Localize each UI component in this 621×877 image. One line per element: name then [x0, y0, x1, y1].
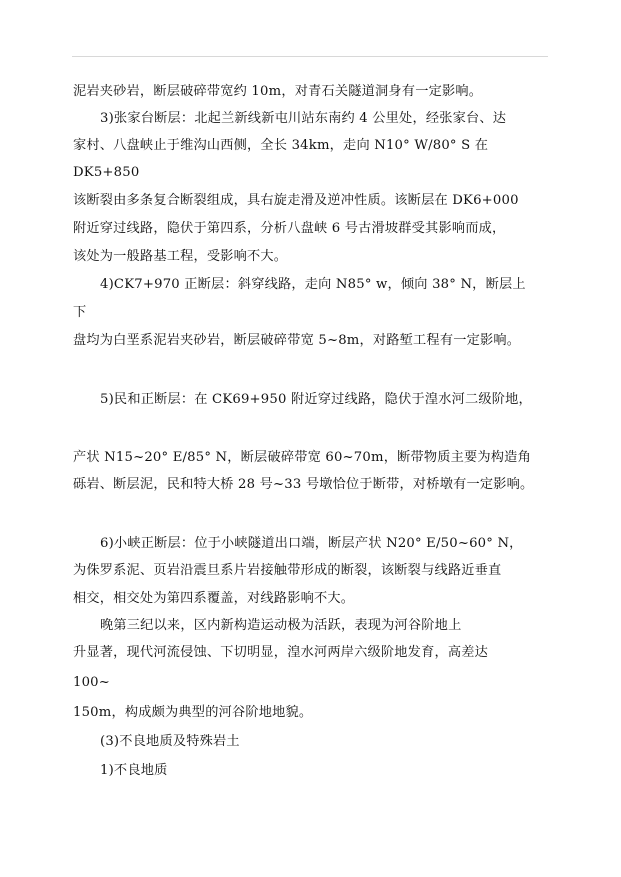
text-line: 附近穿过线路，隐伏于第四系，分析八盘峡 6 号古滑坡群受其影响而成，	[73, 221, 506, 236]
text-line: 产状 N15~20° E/85° N，断层破碎带宽 60~70m，断带物质主要为构造角	[73, 450, 531, 465]
text-line: 100~	[73, 675, 111, 690]
text-line: 150m，构成颇为典型的河谷阶地地貌。	[73, 705, 313, 720]
text-line: 下	[73, 305, 87, 320]
text-line: 5)民和正断层：在 CK69+950 附近穿过线路，隐伏于湟水河二级阶地，	[100, 392, 532, 407]
header-rule	[72, 56, 548, 57]
text-line: 晚第三纪以来，区内新构造运动极为活跃，表现为河谷阶地上	[100, 618, 462, 633]
text-line: 该断裂由多条复合断裂组成，具右旋走滑及逆冲性质。该断层在 DK6+000	[73, 193, 519, 208]
text-line: 升显著，现代河流侵蚀、下切明显，湟水河两岸六级阶地发育，高差达	[73, 645, 489, 660]
text-line: 泥岩夹砂岩，断层破碎带宽约 10m，对青石关隧道洞身有一定影响。	[73, 84, 483, 99]
text-line: 该处为一般路基工程，受影响不大。	[73, 249, 288, 264]
text-line: 6)小峡正断层：位于小峡隧道出口端，断层产状 N20° E/50~60° N，	[100, 536, 523, 551]
subsection-heading: 1)不良地质	[100, 763, 168, 778]
text-line: 4)CK7+970 正断层：斜穿线路，走向 N85° w，倾向 38° N，断层上	[100, 277, 526, 292]
section-heading: (3)不良地质及特殊岩土	[100, 734, 240, 749]
text-line: 为侏罗系泥、页岩沿震旦系片岩接触带形成的断裂，该断裂与线路近垂直	[73, 563, 502, 578]
text-line: 相交，相交处为第四系覆盖，对线路影响不大。	[73, 591, 355, 606]
text-line: 盘均为白垩系泥岩夹砂岩，断层破碎带宽 5~8m，对路堑工程有一定影响。	[73, 333, 521, 348]
text-line: 3)张家台断层：北起兰新线新屯川站东南约 4 公里处，经张家台、达	[100, 111, 507, 126]
text-line: 砾岩、断层泥，民和特大桥 28 号~33 号墩恰位于断带，对桥墩有一定影响。	[73, 477, 534, 492]
text-line: 家村、八盘峡止于维沟山西侧，全长 34km，走向 N10° W/80° S 在	[73, 138, 489, 153]
text-line: DK5+850	[73, 165, 140, 180]
